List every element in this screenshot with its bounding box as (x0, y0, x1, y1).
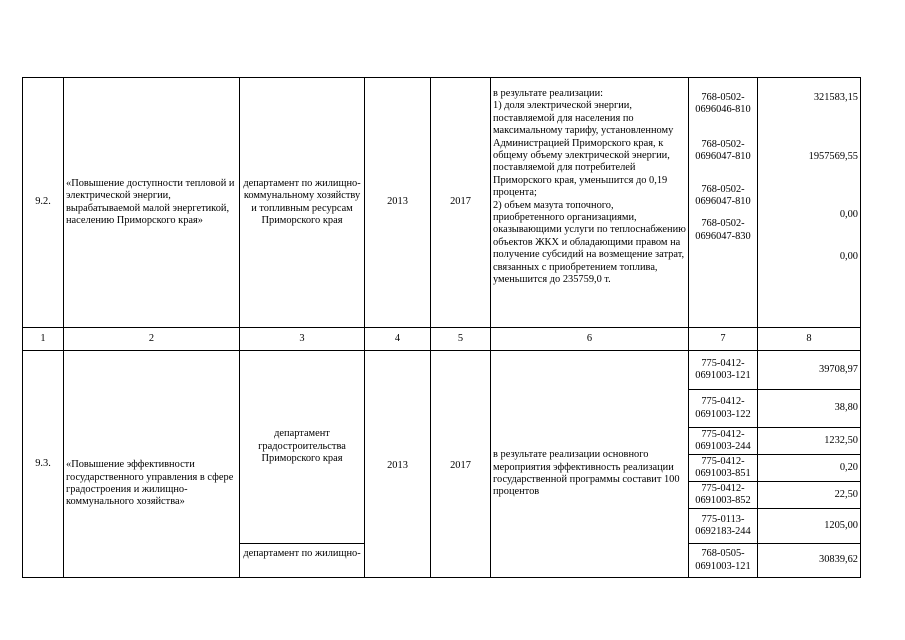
column-number: 5 (431, 328, 491, 351)
amounts-cell (758, 78, 861, 328)
amount-value: 1232,50 (758, 428, 861, 455)
budget-code: 775-0412-0691003-852 (689, 482, 758, 509)
responsible-executor: департамент градостроительства Приморского края (240, 351, 365, 544)
amount-value: 1957569,55 (808, 151, 858, 163)
budget-code: 775-0113-0692183-244 (689, 509, 758, 544)
budget-code: 775-0412-0691003-121 (689, 351, 758, 390)
amount-value: 321583,15 (813, 92, 858, 103)
budget-code: 768-0502-0696047-810 (695, 183, 751, 208)
row-number: 9.3. (23, 351, 64, 578)
program-table-sheet (22, 77, 860, 586)
amount-value: 0,00 (839, 251, 858, 263)
table-row-9-2 (23, 78, 861, 328)
budget-code: 768-0505-0691003-121 (689, 544, 758, 578)
budget-code: 768-0502-0696047-810 (695, 138, 751, 163)
column-number: 8 (758, 328, 861, 351)
column-number: 3 (240, 328, 365, 351)
program-table (22, 77, 861, 578)
column-number: 1 (23, 328, 64, 351)
budget-codes-cell (689, 78, 758, 328)
budget-code: 775-0412-0691003-244 (689, 428, 758, 455)
budget-code: 768-0502-0696046-810 (695, 92, 751, 116)
amount-value: 30839,62 (758, 544, 861, 578)
column-number: 6 (491, 328, 689, 351)
start-year: 2013 (365, 351, 431, 578)
amount-value: 1205,00 (758, 509, 861, 544)
end-year: 2017 (431, 78, 491, 328)
column-number: 2 (64, 328, 240, 351)
amount-value: 38,80 (758, 390, 861, 428)
amount-value: 0,20 (758, 455, 861, 482)
budget-code: 775-0412-0691003-851 (689, 455, 758, 482)
column-number: 4 (365, 328, 431, 351)
responsible-executor: департамент по жилищно- (240, 544, 365, 578)
expected-result: в результате реализации: 1) доля электрической энергии, поставляемой для населения по максимальному тарифу, установленному Администрацией Приморского края, к общему объему электрической энергии, поставляемой для потребителей Приморского края, уменьшится до 0,19 процента; 2) объем мазута топочного, приобретенного организациями, оказывающими услуги по теплоснабжению объектов ЖКХ и обладающими правом на получение субсидий на возмещение затрат, связанных с приобретением топлива, уменьшится до 235759,0 т. (491, 78, 689, 328)
amount-value: 0,00 (839, 208, 858, 220)
amount-value: 39708,97 (758, 351, 861, 390)
activity-name: «Повышение доступности тепловой и электрической энергии, вырабатываемой малой энергетикой, населению Приморского края» (64, 78, 240, 328)
column-number: 7 (689, 328, 758, 351)
responsible-executor: департамент по жилищно-коммунальному хозяйству и топливным ресурсам Приморского края (240, 78, 365, 328)
activity-name: «Повышение эффективности государственного управления в сфере градостроения и жилищно-коммунального хозяйства» (64, 351, 240, 578)
row-number: 9.2. (23, 78, 64, 328)
budget-code: 768-0502-0696047-830 (695, 218, 751, 242)
end-year: 2017 (431, 351, 491, 578)
table-row-9-3 (23, 351, 861, 390)
column-number-row (23, 328, 861, 351)
budget-code: 775-0412-0691003-122 (689, 390, 758, 428)
amount-value: 22,50 (758, 482, 861, 509)
expected-result: в результате реализации основного мероприятия эффективность реализации государственной программы составит 100 процентов (491, 351, 689, 578)
start-year: 2013 (365, 78, 431, 328)
